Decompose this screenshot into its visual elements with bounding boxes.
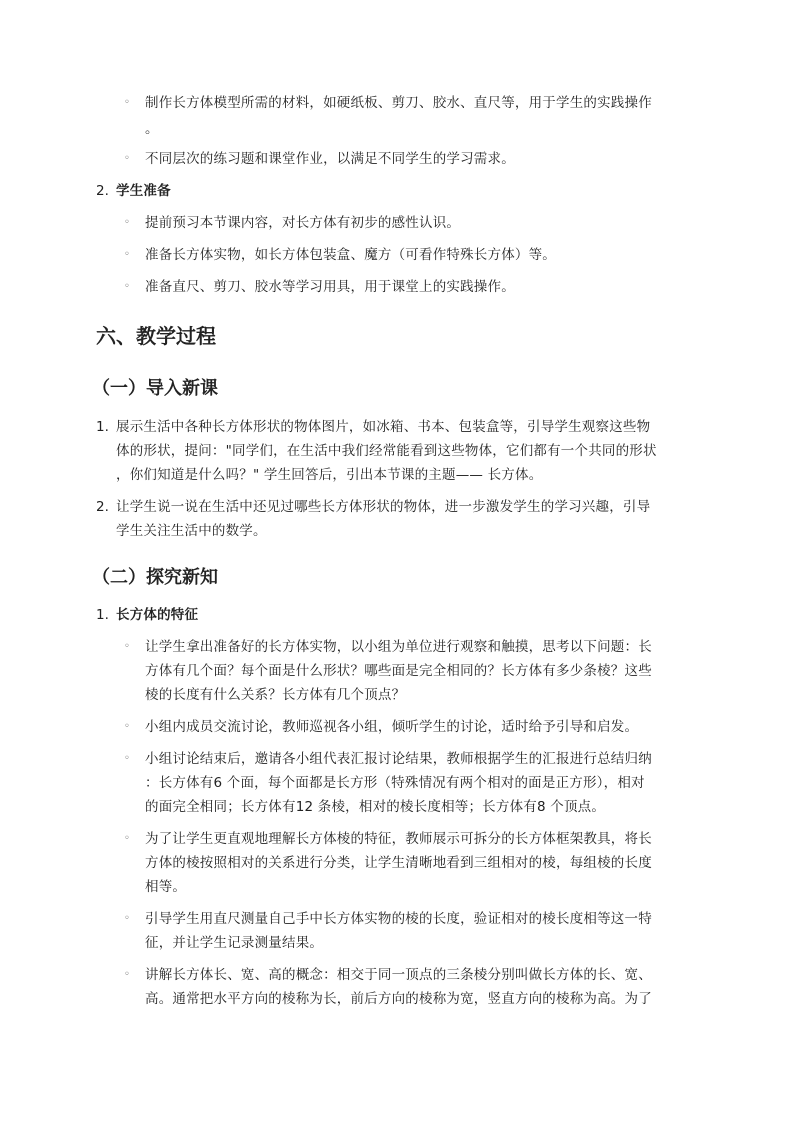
intro-item-1-line-1: 展示生活中各种长方体形状的物体图片，如冰箱、书本、包装盒等，引导学生观察这些物 xyxy=(116,419,651,435)
bullet-marker: ◦ xyxy=(124,753,130,764)
bullet-marker: ◦ xyxy=(124,833,130,844)
explore-bullet-6-line-2: 高。通常把水平方向的棱称为长，前后方向的棱称为宽，竖直方向的棱称为高。为了 xyxy=(145,991,652,1007)
intro-item-1-line-3: ，你们知道是什么吗？" 学生回答后，引出本节课的主题—— 长方体。 xyxy=(116,467,543,483)
intro-item-2-number: 2. xyxy=(96,499,109,515)
student-prep-title: 学生准备 xyxy=(116,183,171,199)
prep-bullet-1-line-1: 制作长方体模型所需的材料，如硬纸板、剪刀、胶水、直尺等，用于学生的实践操作 xyxy=(145,95,652,111)
explore-bullet-5-line-2: 征，并让学生记录测量结果。 xyxy=(145,935,324,951)
bullet-marker: ◦ xyxy=(124,913,130,924)
prep-bullet-2-line-1: 不同层次的练习题和课堂作业，以满足不同学生的学习需求。 xyxy=(145,151,515,167)
explore-item-number: 1. xyxy=(96,607,109,623)
prep-bullet-1-line-2: 。 xyxy=(145,121,159,137)
explore-bullet-3-line-3: 的面完全相同；长方体有12 条棱，相对的棱长度相等；长方体有8 个顶点。 xyxy=(145,799,606,815)
explore-bullet-5-line-1: 引导学生用直尺测量自己手中长方体实物的棱的长度，验证相对的棱长度相等这一特 xyxy=(145,911,652,927)
explore-heading: （二）探究新知 xyxy=(92,567,218,588)
bullet-marker: ◦ xyxy=(124,641,130,652)
bullet-marker: ◦ xyxy=(124,217,130,228)
student-prep-bullet-3: 准备直尺、剪刀、胶水等学习用具，用于课堂上的实践操作。 xyxy=(145,279,515,295)
bullet-marker: ◦ xyxy=(124,249,130,260)
explore-bullet-1-line-1: 让学生拿出准备好的长方体实物，以小组为单位进行观察和触摸，思考以下问题：长 xyxy=(145,639,652,655)
explore-bullet-1-line-2: 方体有几个面？每个面是什么形状？哪些面是完全相同的？长方体有多少条棱？这些 xyxy=(145,663,652,679)
student-prep-bullet-1: 提前预习本节课内容，对长方体有初步的感性认识。 xyxy=(145,215,461,231)
student-prep-bullet-2: 准备长方体实物，如长方体包装盒、魔方（可看作特殊长方体）等。 xyxy=(145,247,556,263)
student-prep-number: 2. xyxy=(96,183,109,199)
explore-bullet-6-line-1: 讲解长方体长、宽、高的概念：相交于同一顶点的三条棱分别叫做长方体的长、宽、 xyxy=(145,967,652,983)
explore-bullet-1-line-3: 棱的长度有什么关系？长方体有几个顶点？ xyxy=(145,687,406,703)
bullet-marker: ◦ xyxy=(124,281,130,292)
intro-item-2-line-2: 学生关注生活中的数学。 xyxy=(116,523,267,539)
explore-bullet-3-line-2: ：长方体有6 个面，每个面都是长方形（特殊情况有两个相对的面是正方形），相对 xyxy=(145,775,645,791)
intro-item-1-line-2: 体的形状，提问："同学们，在生活中我们经常能看到这些物体，它们都有一个共同的形状 xyxy=(116,443,657,459)
section-6-heading: 六、教学过程 xyxy=(96,324,216,348)
explore-bullet-2-line-1: 小组内成员交流讨论，教师巡视各小组，倾听学生的讨论，适时给予引导和启发。 xyxy=(145,719,639,735)
bullet-marker: ◦ xyxy=(124,97,130,108)
explore-subtitle: 长方体的特征 xyxy=(116,607,199,623)
bullet-marker: ◦ xyxy=(124,721,130,732)
intro-item-2-line-1: 让学生说一说在生活中还见过哪些长方体形状的物体，进一步激发学生的学习兴趣，引导 xyxy=(116,499,651,515)
intro-item-1-number: 1. xyxy=(96,419,109,435)
intro-heading: （一）导入新课 xyxy=(92,378,218,399)
bullet-marker: ◦ xyxy=(124,153,130,164)
bullet-marker: ◦ xyxy=(124,969,130,980)
explore-bullet-4-line-2: 方体的棱按照相对的关系进行分类，让学生清晰地看到三组相对的棱，每组棱的长度 xyxy=(145,855,652,871)
explore-bullet-4-line-1: 为了让学生更直观地理解长方体棱的特征，教师展示可拆分的长方体框架教具，将长 xyxy=(145,831,652,847)
explore-bullet-4-line-3: 相等。 xyxy=(145,879,187,895)
explore-bullet-3-line-1: 小组讨论结束后，邀请各小组代表汇报讨论结果，教师根据学生的汇报进行总结归纳 xyxy=(145,751,652,767)
